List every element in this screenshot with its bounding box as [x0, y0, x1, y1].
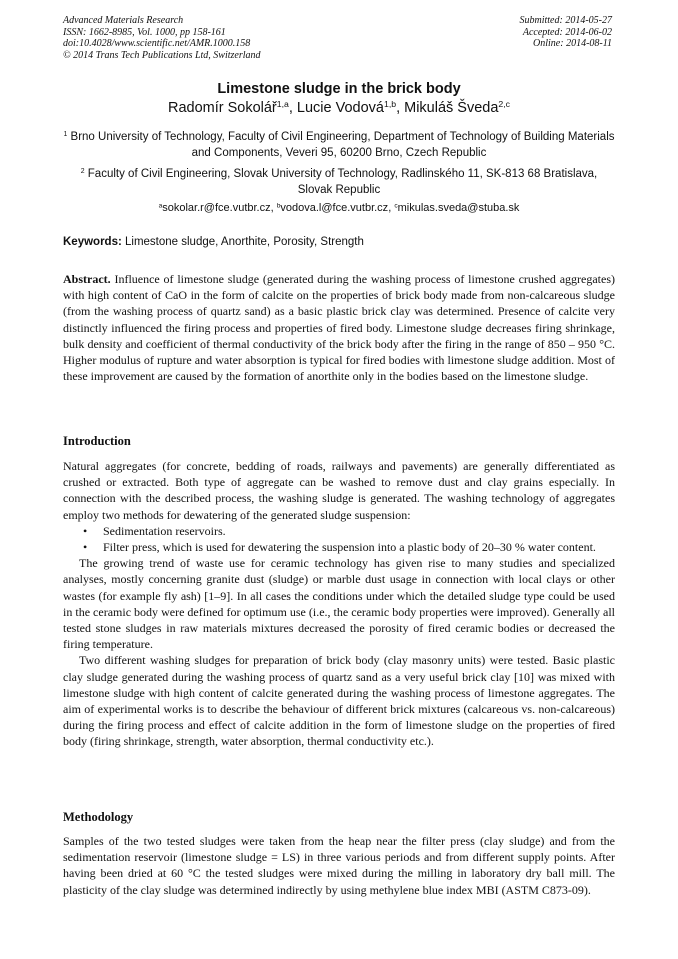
section-heading: Methodology	[63, 810, 134, 824]
email-sup: a	[158, 202, 163, 210]
paragraph: Two different washing sludges for preparation of brick body (clay masonry units) were tested. Basic plastic clay sludge generated during the washing process of quartz sand as a very useful brick clay [10] was mixed with limestone sludge with high content of calcite generated during the washing process of limestone aggregates. The aim of experimental works is to describe the behaviour of different brick mixtures (calcareous vs. non-calcareous) during the firing process and effect of calcite addition in the form of limestone sludge on the properties of fired body (firing shrinkage, strength, water absorption, thermal conductivity etc.).	[63, 653, 615, 749]
affiliation	[63, 166, 615, 198]
author-name: Lucie Vodová	[296, 100, 384, 116]
list-item	[63, 539, 615, 555]
abstract-label: Abstract.	[63, 272, 111, 286]
bullet-icon: •	[83, 540, 88, 555]
keywords-text: Limestone sludge, Anorthite, Porosity, Strength	[125, 236, 364, 248]
affiliation-text: Brno University of Technology, Faculty of Civil Engineering, Department of Technology of Building Materials and Components, Veveri 95, 60200 Brno, Czech Republic	[70, 131, 615, 159]
journal-name: Advanced Materials Research	[63, 15, 184, 26]
paper-title: Limestone sludge in the brick body	[217, 81, 461, 97]
abstract-text: Influence of limestone sludge (generated during the washing process of limestone crushed aggregates) with high content of CaO in the form of calcite on the properties of brick body made from non-calcareous sludge (from the washing process of quartz sand) as a basic plastic brick clay was determined. Presence of calcite very distinctly influenced the firing process and properties of fired body. Limestone sludge decreases firing shrinkage, bulk density and coefficient of thermal conductivity of the brick body after the firing in the range of 850 – 950 °C. Higher modulus of rupture and water absorption is typical for fired bodies with limestone sludge addition. Most of these improvement are caused by the formation of anorthite only in the bodies based on the limestone sludge.	[63, 272, 616, 384]
keywords	[63, 236, 615, 248]
email-link[interactable]: mikulas.sveda@stuba.sk	[397, 202, 520, 214]
affiliation	[63, 129, 615, 161]
date-accepted: Accepted: 2014-06-02	[522, 26, 612, 38]
introduction-body	[63, 458, 615, 750]
affiliation-number: 2	[80, 168, 85, 176]
author-affiliation-sup: 1,b	[383, 99, 397, 110]
author-emails: $^a$sokolar.r@fce.vutbr.cz, $^b$vodova.l@fce.vutbr.cz, $^c$mikulas.sveda@stuba.sk	[158, 202, 520, 214]
email-link[interactable]: vodova.l@fce.vutbr.cz	[280, 202, 389, 214]
section-heading: Introduction	[63, 434, 131, 448]
date-online: Online: 2014-08-11	[533, 38, 612, 49]
affiliation-number: 1	[63, 131, 68, 139]
list-item	[63, 523, 615, 539]
bullet-list	[63, 523, 615, 555]
keywords-label: Keywords:	[63, 236, 122, 248]
paragraph: Samples of the two tested sludges were taken from the heap near the filter press (clay sludge) and from the sedimentation reservoir (limestone sludge = LS) in three various periods and from different supply points. After having been dried at 60 °C the tested sludges were mixed during the milling in laboratory dry ball mill. The plasticity of the clay sludge was determined indirectly by using methylene blue index MBI (ASTM C873-09).	[63, 834, 615, 897]
email-sup: c	[394, 202, 398, 210]
bullet-icon: •	[83, 523, 88, 538]
journal-copyright: © 2014 Trans Tech Publications Ltd, Switzerland	[63, 49, 261, 61]
email-sup: b	[276, 202, 281, 210]
abstract	[63, 271, 615, 384]
journal-issn: ISSN: 1662-8985, Vol. 1000, pp 158-161	[63, 26, 226, 38]
date-submitted: Submitted: 2014-05-27	[519, 15, 612, 26]
methodology-body	[63, 833, 615, 898]
affiliation-text: Faculty of Civil Engineering, Slovak University of Technology, Radlinského 11, SK-813 68 Bratislava, Slovak Republic	[87, 168, 598, 196]
email-link[interactable]: sokolar.r@fce.vutbr.cz	[162, 202, 271, 214]
journal-doi: doi:10.4028/www.scientific.net/AMR.1000.158	[63, 38, 251, 49]
author-name: Mikuláš Šveda	[404, 100, 499, 116]
list-item-text: Sedimentation reservoirs.	[103, 523, 226, 538]
submission-dates	[520, 15, 613, 50]
author-list: Radomír Sokolář$^{1,a}$, Lucie Vodová$^{1,b}$, Mikuláš Šveda$^{2,c}$	[167, 99, 511, 116]
paragraph: The growing trend of waste use for ceramic technology has given rise to many studies and specialized analyses, mostly concerning granite dust (sludge) or marble dust usage in connection with local clays or other wastes (for example fly ash) [1–9]. In all cases the conditions under which the detailed sludge type could be used in the ceramic body were defined for optimum use (i.e., the ceramic body properties were improved). Generally all tested stone sludges in raw materials mixtures decreased the porosity of fired ceramic bodies or decreased the firing temperature.	[63, 556, 615, 652]
journal-info	[63, 15, 261, 61]
author-affiliation-sup: 1,a	[276, 99, 289, 110]
author-affiliation-sup: 2,c	[498, 99, 511, 110]
list-item-text: Filter press, which is used for dewatering the suspension into a plastic body of 20–30 % water content.	[103, 540, 596, 555]
paragraph: Natural aggregates (for concrete, bedding of roads, railways and pavements) are generally differentiated as crushed or extracted. Both type of aggregate can be washed to remove dust and clay grains especially. In connection with the described process, the washing sludge is generated. The washing technology of aggregates employ two methods for dewatering of the generated sludge suspension:	[63, 459, 615, 522]
author-name: Radomír Sokolář	[167, 100, 277, 116]
